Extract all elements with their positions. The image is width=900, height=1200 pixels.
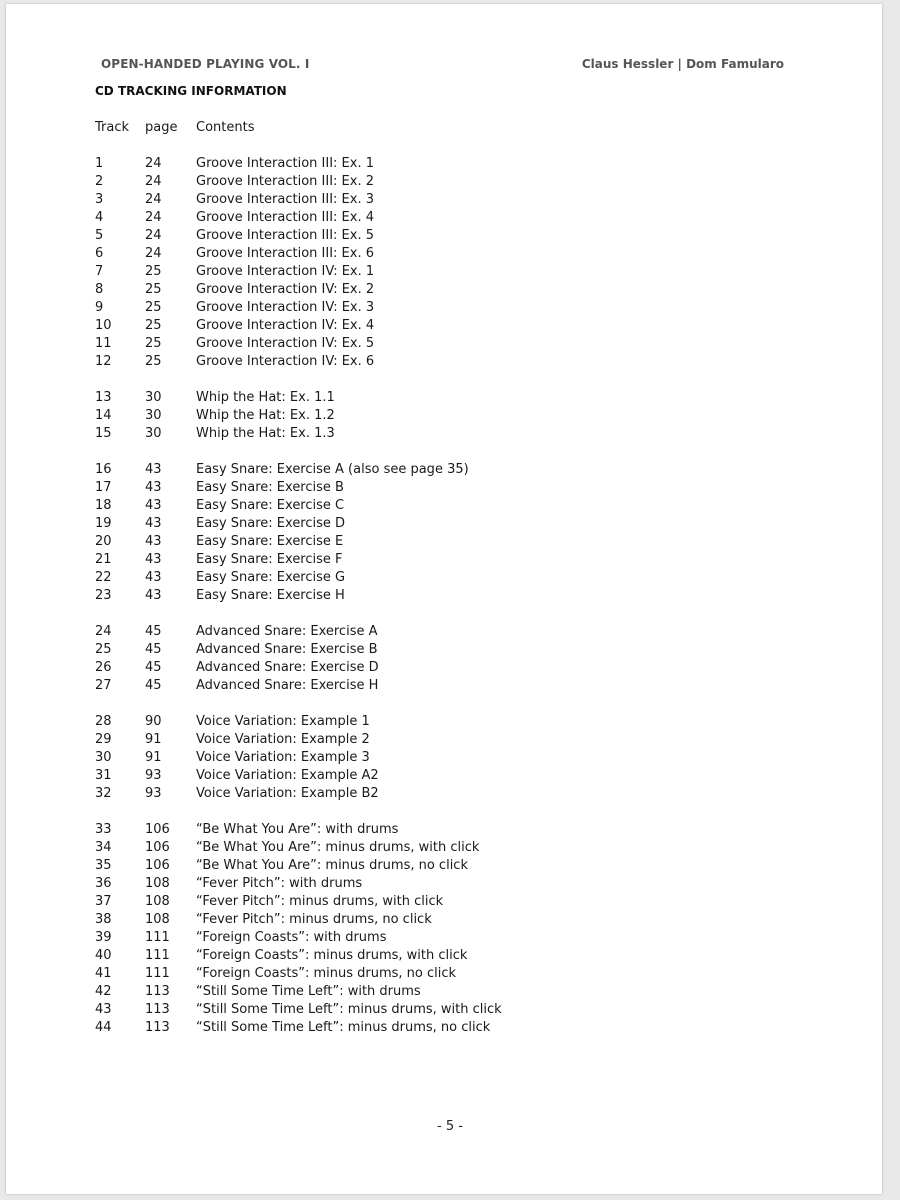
page-number-cell: 45 [145, 660, 162, 675]
track-row [95, 245, 502, 263]
track-contents: “Still Some Time Left”: minus drums, with click [196, 1002, 502, 1017]
track-number: 14 [95, 408, 112, 423]
page-number-cell: 43 [145, 498, 162, 513]
track-contents: Whip the Hat: Ex. 1.1 [196, 390, 335, 405]
track-number: 20 [95, 534, 112, 549]
track-contents: “Be What You Are”: with drums [196, 822, 399, 837]
track-group [95, 461, 502, 605]
track-contents: Whip the Hat: Ex. 1.2 [196, 408, 335, 423]
track-row [95, 191, 502, 209]
page-number-cell: 25 [145, 264, 162, 279]
track-number: 1 [95, 156, 104, 171]
track-contents: Easy Snare: Exercise C [196, 498, 345, 513]
page-number-cell: 108 [145, 876, 170, 891]
track-row [95, 623, 502, 641]
track-number: 4 [95, 210, 104, 225]
track-contents: Groove Interaction IV: Ex. 5 [196, 336, 375, 351]
track-contents: “Still Some Time Left”: with drums [196, 984, 421, 999]
track-row [95, 857, 502, 875]
track-number: 35 [95, 858, 112, 873]
page-number-cell: 43 [145, 552, 162, 567]
track-row [95, 767, 502, 785]
track-number: 22 [95, 570, 112, 585]
track-number: 40 [95, 948, 112, 963]
track-number: 42 [95, 984, 112, 999]
track-row [95, 785, 502, 803]
track-number: 32 [95, 786, 112, 801]
track-contents: Groove Interaction III: Ex. 3 [196, 192, 374, 207]
track-number: 29 [95, 732, 112, 747]
track-number: 21 [95, 552, 112, 567]
track-contents: Voice Variation: Example 1 [196, 714, 370, 729]
page-number-cell: 108 [145, 894, 170, 909]
track-contents: “Foreign Coasts”: minus drums, no click [196, 966, 457, 981]
page-number-cell: 111 [145, 948, 170, 963]
track-number: 43 [95, 1002, 112, 1017]
track-contents: “Fever Pitch”: minus drums, with click [196, 894, 444, 909]
track-number: 5 [95, 228, 104, 243]
page-number-cell: 30 [145, 408, 162, 423]
track-contents: Advanced Snare: Exercise B [196, 642, 378, 657]
track-contents: Advanced Snare: Exercise H [196, 678, 379, 693]
track-row [95, 497, 502, 515]
track-contents: Voice Variation: Example 2 [196, 732, 370, 747]
track-contents: Advanced Snare: Exercise A [196, 624, 378, 639]
track-list [95, 119, 502, 1055]
track-contents: Easy Snare: Exercise B [196, 480, 344, 495]
track-row [95, 281, 502, 299]
page-number-cell: 91 [145, 732, 162, 747]
track-contents: Groove Interaction III: Ex. 2 [196, 174, 374, 189]
page-number-cell: 43 [145, 534, 162, 549]
track-row [95, 911, 502, 929]
track-contents: Voice Variation: Example A2 [196, 768, 379, 783]
page-number-cell: 30 [145, 390, 162, 405]
track-number: 33 [95, 822, 112, 837]
track-number: 39 [95, 930, 112, 945]
track-contents: Groove Interaction III: Ex. 4 [196, 210, 374, 225]
track-row [95, 461, 502, 479]
track-row [95, 731, 502, 749]
track-contents: Advanced Snare: Exercise D [196, 660, 379, 675]
page-number-cell: 45 [145, 642, 162, 657]
page-number-cell: 25 [145, 300, 162, 315]
track-contents: Groove Interaction IV: Ex. 2 [196, 282, 375, 297]
track-contents: Groove Interaction III: Ex. 5 [196, 228, 374, 243]
track-contents: Easy Snare: Exercise H [196, 588, 345, 603]
page-number-cell: 106 [145, 840, 170, 855]
track-number: 15 [95, 426, 112, 441]
track-number: 18 [95, 498, 112, 513]
track-row [95, 659, 502, 677]
track-number: 25 [95, 642, 112, 657]
track-number: 6 [95, 246, 104, 261]
track-contents: “Still Some Time Left”: minus drums, no click [196, 1020, 491, 1035]
page-number-cell: 43 [145, 480, 162, 495]
page-number-cell: 25 [145, 318, 162, 333]
track-row [95, 227, 502, 245]
track-row [95, 299, 502, 317]
page-number-cell: 113 [145, 1002, 170, 1017]
page-number-cell: 24 [145, 228, 162, 243]
track-contents: “Foreign Coasts”: with drums [196, 930, 387, 945]
contents-column-header: Contents [196, 120, 255, 135]
page-number-cell: 43 [145, 588, 162, 603]
track-number: 44 [95, 1020, 112, 1035]
track-row [95, 713, 502, 731]
page-number-cell: 113 [145, 984, 170, 999]
track-row [95, 389, 502, 407]
track-number: 17 [95, 480, 112, 495]
page-number-cell: 93 [145, 786, 162, 801]
track-row [95, 209, 502, 227]
section-title: CD TRACKING INFORMATION [95, 84, 287, 98]
track-contents: Groove Interaction IV: Ex. 4 [196, 318, 375, 333]
track-row [95, 425, 502, 443]
track-row [95, 155, 502, 173]
track-contents: Whip the Hat: Ex. 1.3 [196, 426, 335, 441]
track-number: 2 [95, 174, 104, 189]
track-row [95, 641, 502, 659]
track-row [95, 353, 502, 371]
page-number-cell: 111 [145, 930, 170, 945]
track-number: 13 [95, 390, 112, 405]
track-groups [95, 155, 502, 1037]
track-row [95, 335, 502, 353]
track-contents: Easy Snare: Exercise A (also see page 35) [196, 462, 469, 477]
track-number: 26 [95, 660, 112, 675]
track-row [95, 551, 502, 569]
page-number-cell: 113 [145, 1020, 170, 1035]
track-contents: Groove Interaction III: Ex. 1 [196, 156, 374, 171]
page-number: - 5 - [437, 1119, 463, 1134]
track-row [95, 407, 502, 425]
track-column-header: Track [95, 120, 130, 135]
track-contents: “Foreign Coasts”: minus drums, with click [196, 948, 468, 963]
page-number-cell: 30 [145, 426, 162, 441]
track-number: 8 [95, 282, 104, 297]
track-number: 27 [95, 678, 112, 693]
track-contents: Easy Snare: Exercise D [196, 516, 346, 531]
page-number-cell: 111 [145, 966, 170, 981]
track-number: 37 [95, 894, 112, 909]
track-number: 30 [95, 750, 112, 765]
track-number: 7 [95, 264, 104, 279]
track-row [95, 749, 502, 767]
track-row [95, 587, 502, 605]
track-row [95, 929, 502, 947]
page-number-cell: 25 [145, 354, 162, 369]
track-row [95, 1001, 502, 1019]
track-number: 34 [95, 840, 112, 855]
track-number: 16 [95, 462, 112, 477]
track-number: 28 [95, 714, 112, 729]
page-number-cell: 91 [145, 750, 162, 765]
page-number-cell: 25 [145, 336, 162, 351]
page-number-cell: 25 [145, 282, 162, 297]
track-group [95, 389, 502, 443]
page-number-cell: 24 [145, 246, 162, 261]
track-contents: Voice Variation: Example 3 [196, 750, 370, 765]
running-header-authors: Claus Hessler | Dom Famularo [581, 57, 784, 71]
track-row [95, 839, 502, 857]
page-number-cell: 45 [145, 624, 162, 639]
page-number-cell: 106 [145, 858, 170, 873]
track-row [95, 983, 502, 1001]
page-number-cell: 43 [145, 462, 162, 477]
page-number-cell: 45 [145, 678, 162, 693]
track-contents: Groove Interaction III: Ex. 6 [196, 246, 374, 261]
track-number: 19 [95, 516, 112, 531]
track-row [95, 317, 502, 335]
track-number: 9 [95, 300, 104, 315]
track-number: 12 [95, 354, 112, 369]
track-row [95, 263, 502, 281]
track-row [95, 821, 502, 839]
track-contents: “Fever Pitch”: minus drums, no click [196, 912, 432, 927]
track-row [95, 569, 502, 587]
track-list-header [95, 119, 502, 137]
page-number-cell: 90 [145, 714, 162, 729]
track-row [95, 1019, 502, 1037]
track-number: 3 [95, 192, 104, 207]
track-contents: “Be What You Are”: minus drums, no click [196, 858, 468, 873]
track-contents: Groove Interaction IV: Ex. 3 [196, 300, 375, 315]
track-row [95, 947, 502, 965]
track-group [95, 155, 502, 371]
track-row [95, 173, 502, 191]
track-contents: “Be What You Are”: minus drums, with click [196, 840, 480, 855]
page-number-cell: 43 [145, 516, 162, 531]
track-row [95, 677, 502, 695]
track-row [95, 875, 502, 893]
page-number-cell: 108 [145, 912, 170, 927]
page-number-cell: 24 [145, 210, 162, 225]
track-contents: Groove Interaction IV: Ex. 1 [196, 264, 375, 279]
track-number: 31 [95, 768, 112, 783]
track-row [95, 479, 502, 497]
track-row [95, 965, 502, 983]
page-column-header: page [145, 120, 178, 135]
track-contents: “Fever Pitch”: with drums [196, 876, 363, 891]
page-number-cell: 93 [145, 768, 162, 783]
track-group [95, 713, 502, 803]
track-contents: Easy Snare: Exercise G [196, 570, 346, 585]
page-number-cell: 106 [145, 822, 170, 837]
track-row [95, 515, 502, 533]
track-number: 23 [95, 588, 112, 603]
page-number-cell: 24 [145, 156, 162, 171]
track-number: 36 [95, 876, 112, 891]
track-contents: Voice Variation: Example B2 [196, 786, 379, 801]
track-contents: Easy Snare: Exercise F [196, 552, 343, 567]
track-number: 41 [95, 966, 112, 981]
track-number: 11 [95, 336, 112, 351]
track-group [95, 623, 502, 695]
track-contents: Groove Interaction IV: Ex. 6 [196, 354, 375, 369]
track-number: 38 [95, 912, 112, 927]
track-group [95, 821, 502, 1037]
page-number-cell: 24 [145, 192, 162, 207]
track-row [95, 893, 502, 911]
track-contents: Easy Snare: Exercise E [196, 534, 344, 549]
page-number-cell: 43 [145, 570, 162, 585]
page-number-cell: 24 [145, 174, 162, 189]
track-number: 24 [95, 624, 112, 639]
running-header-title: OPEN-HANDED PLAYING VOL. I [101, 57, 310, 71]
track-row [95, 533, 502, 551]
track-number: 10 [95, 318, 112, 333]
